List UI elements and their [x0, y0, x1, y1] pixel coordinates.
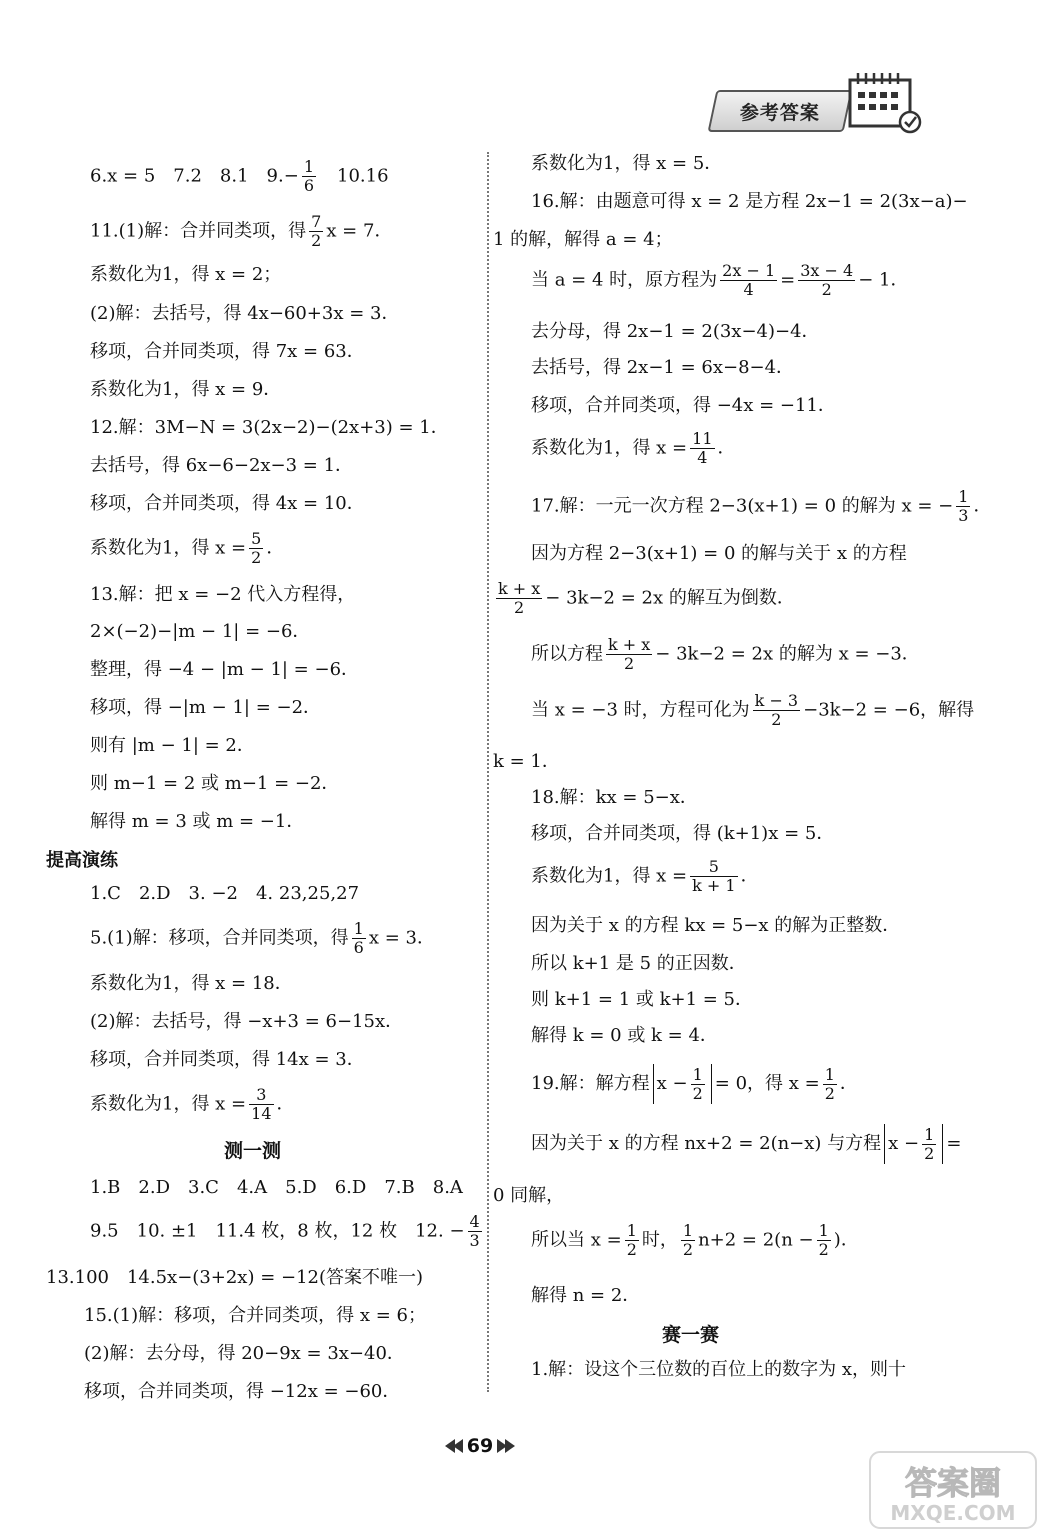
answer-line: 移项，得 −|m − 1| = −2． — [90, 697, 322, 718]
answer-line: 当 a = 4 时，原方程为 $\frac{2x - 1}{4}$ = $\frac{3x - 4}{2}$ − 1． — [531, 261, 909, 299]
answer-line: $\frac{k + x}{2}$ − 3k−2 = 2x 的解互为倒数． — [498, 579, 795, 617]
answer-line: 解得 n = 2． — [531, 1285, 641, 1306]
answer-line: 则有 |m − 1| = 2． — [90, 735, 255, 756]
section-title-practice: 提高演练 — [46, 850, 118, 871]
answer-line: 移项，合并同类项，得 −12x = −60． — [84, 1381, 401, 1402]
answer-line: 12.解：3M−N = 3(2x−2)−(2x+3) = 1． — [90, 417, 449, 438]
answer-line: 移项，合并同类项，得 4x = 10． — [90, 493, 365, 514]
answer-line: 11.(1)解：合并同类项，得 $\frac{7}{2}$ x = 7． — [90, 212, 393, 250]
answer-line: (2)解：去分母，得 20−9x = 3x−40． — [84, 1343, 405, 1364]
answer-line: 1.B 2.D 3.C 4.A 5.D 6.D 7.B 8.A — [90, 1177, 463, 1198]
answer-line: 16.解：由题意可得 x = 2 是方程 2x−1 = 2(3x−a)− — [531, 191, 968, 212]
answer-line: 去括号，得 2x−1 = 6x−8−4． — [531, 357, 795, 378]
answer-line: 移项，合并同类项，得 7x = 63． — [90, 341, 365, 362]
answer-line: 解得 m = 3 或 m = −1． — [90, 811, 305, 832]
answer-line: 15.(1)解：移项，合并同类项，得 x = 6； — [84, 1305, 426, 1326]
answer-line: 5.(1)解：移项，合并同类项，得 $\frac{1}{6}$ x = 3． — [90, 919, 435, 957]
answer-line: 1.C 2.D 3. −2 4. 23,25,27 — [90, 883, 360, 904]
badge-label: 参考答案 — [739, 101, 820, 124]
answer-line: 移项，合并同类项，得 (k+1)x = 5． — [531, 823, 835, 844]
answer-line: 解得 k = 0 或 k = 4． — [531, 1025, 718, 1046]
section-title-test: 测一测 — [224, 1140, 282, 1162]
answer-line: 系数化为1，得 x = 5． — [531, 153, 723, 174]
svg-text:MXQE.COM: MXQE.COM — [890, 1501, 1016, 1525]
right-arrow-icon — [505, 1439, 515, 1453]
answer-line: 9.5 10. ±1 11.4 枚，8 枚，12 枚 12. − $\frac{4}{3}$ — [90, 1212, 480, 1250]
answer-line: 0 同解， — [493, 1185, 565, 1206]
answer-line: 18.解：kx = 5−x． — [531, 787, 698, 808]
watermark-logo — [868, 1448, 1038, 1532]
answer-line: 1 的解，解得 a = 4； — [493, 229, 673, 250]
answer-line: 去分母，得 2x−1 = 2(3x−4)−4． — [531, 321, 820, 342]
calendar-check-icon — [846, 70, 926, 136]
answer-line: 则 m−1 = 2 或 m−1 = −2． — [90, 773, 340, 794]
answer-line: 所以方程 $\frac{k + x}{2}$ − 3k−2 = 2x 的解为 x = −3． — [531, 635, 920, 673]
svg-text:答案圈: 答案圈 — [904, 1464, 1002, 1502]
answer-line: 系数化为1，得 x = $\frac{5}{2}$ ． — [90, 529, 285, 567]
answer-line: 系数化为1，得 x = 2； — [90, 264, 282, 285]
answer-line: 系数化为1，得 x = $\frac{3}{14}$ ． — [90, 1085, 295, 1123]
answer-line: 移项，合并同类项，得 14x = 3． — [90, 1049, 365, 1070]
answer-line: (2)解：去括号，得 4x−60+3x = 3． — [90, 303, 400, 324]
answer-line: 2×(−2)−|m − 1| = −6． — [90, 621, 311, 642]
answer-line: (2)解：去括号，得 −x+3 = 6−15x． — [90, 1011, 404, 1032]
answer-line: 1.解：设这个三位数的百位上的数字为 x，则十 — [531, 1359, 907, 1380]
answer-line: 系数化为1，得 x = $\frac{5}{k + 1}$ ． — [531, 857, 759, 895]
answer-line: 所以 k+1 是 5 的正因数． — [531, 953, 747, 974]
answer-line: 系数化为1，得 x = 18． — [90, 973, 293, 994]
page-number: 69 — [430, 1432, 530, 1460]
answer-line: 系数化为1，得 x = $\frac{11}{4}$ ． — [531, 429, 736, 467]
answer-line: 因为方程 2−3(x+1) = 0 的解与关于 x 的方程 — [531, 543, 907, 564]
answer-line: 当 x = −3 时，方程可化为 $\frac{k - 3}{2}$ −3k−2 = −6，解得 — [531, 691, 975, 729]
answer-line: 13.100 14.5x−(3+2x) = −12(答案不唯一) — [46, 1267, 424, 1288]
answer-line: 去括号，得 6x−6−2x−3 = 1． — [90, 455, 354, 476]
left-arrow-icon — [453, 1439, 463, 1453]
answer-line: 13.解：把 x = −2 代入方程得， — [90, 584, 356, 605]
answer-line: k = 1． — [493, 751, 560, 772]
answer-line: 6.x = 5 7.2 8.1 9.− $\frac{1}{6}$ 10.16 — [90, 157, 389, 195]
answer-line: 19.解：解方程 x − $\frac{1}{2}$ = 0，得 x = $\frac{1}{2}$ ． — [531, 1064, 858, 1103]
answer-line: 移项，合并同类项，得 −4x = −11． — [531, 395, 836, 416]
section-title-contest: 赛一赛 — [662, 1324, 720, 1346]
answer-line: 则 k+1 = 1 或 k+1 = 5． — [531, 989, 754, 1010]
column-divider — [487, 152, 489, 1392]
answer-line: 系数化为1，得 x = 9． — [90, 379, 282, 400]
answer-line: 因为关于 x 的方程 nx+2 = 2(n−x) 与方程 x − $\frac{1}{2}$ = — [531, 1124, 962, 1163]
answer-line: 因为关于 x 的方程 kx = 5−x 的解为正整数． — [531, 915, 901, 936]
answer-line: 所以当 x = $\frac{1}{2}$ 时， $\frac{1}{2}$ n+2 = 2(n − $\frac{1}{2}$ )． — [531, 1221, 859, 1259]
answer-key-badge — [708, 90, 853, 132]
answer-line: 17.解：一元一次方程 2−3(x+1) = 0 的解为 x = − $\frac{1}{3}$ ． — [531, 487, 992, 525]
answer-line: 整理，得 −4 − |m − 1| = −6． — [90, 659, 360, 680]
